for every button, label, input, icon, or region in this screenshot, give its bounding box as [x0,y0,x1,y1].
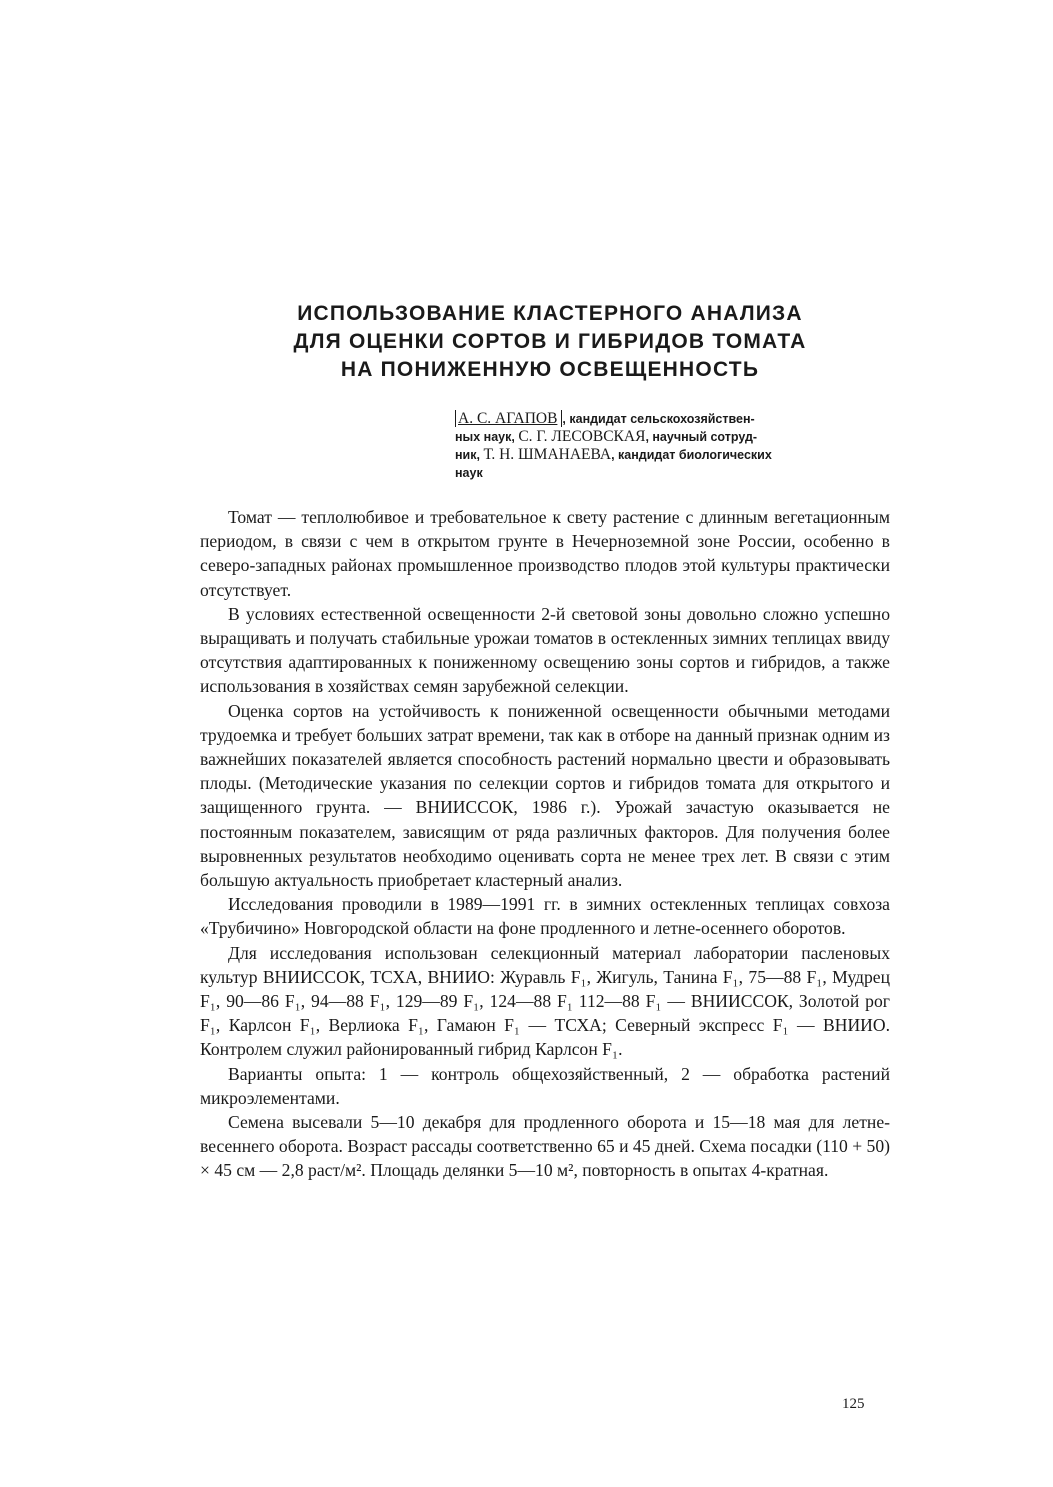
title-line: НА ПОНИЖЕННУЮ ОСВЕЩЕННОСТЬ [340,358,760,381]
article-title [200,300,900,384]
author-name: А. С. АГАПОВ [455,410,562,427]
author-affiliation: , кандидат сельскохозяйствен- [562,412,755,426]
article-body [200,505,890,1183]
paragraph: Исследования проводили в 1989—1991 гг. в зимних остекленных теплицах совхоза «Трубичино» Новгородской области на фоне продленного и летне-осеннего оборотов. [200,894,890,939]
author-line [455,428,885,446]
paragraph: Для исследования использован селекционный материал лаборатории пасленовых культур ВНИИССОК, ТСХА, ВНИИО: Журавль F₁, Жигуль, Танина F₁, 75—88 F₁, Мудрец F₁, 90—86 F₁, 94—88 F₁, 129—89 F₁, 124—88 F₁ 112—88 F₁ — ВНИИССОК, Золотой рог F₁, Карлсон F₁, Верлиока F₁, Гамаюн F₁ — ТСХА; Северный экспресс F₁ — ВНИИО. Контролем служил районированный гибрид Карлсон F₁. [200,942,890,1060]
author-affiliation: , научный сотруд- [645,430,758,444]
paragraph: Семена высевали 5—10 декабря для продленного оборота и 15—18 мая для летне-весеннего оборота. Возраст рассады соответственно 65 и 45 дней. Схема посадки (110 + 50) × 45 см — 2,8 раст/м². Площадь делянки 5—10 м², повторность в опытах 4-кратная. [200,1112,890,1181]
author-affiliation: наук [455,466,483,480]
paragraph: В условиях естественной освещенности 2-й световой зоны довольно сложно успешно выращивать и получать стабильные урожаи томатов в остекленных зимних теплицах ввиду отсутствия адаптированных к пониженному освещению зоны сортов и гибридов, а также использования в хозяйствах семян зарубежной селекции. [200,603,890,697]
title-line: ДЛЯ ОЦЕНКИ СОРТОВ И ГИБРИДОВ ТОМАТА [293,330,807,353]
author-line [455,446,885,464]
title-line: ИСПОЛЬЗОВАНИЕ КЛАСТЕРНОГО АНАЛИЗА [297,302,803,325]
paragraph: Оценка сортов на устойчивость к пониженной освещенности обычными методами трудоемка и требует больших затрат времени, так как в отборе на данный признак одним из важнейших показателей является способность растений нормально цвести и образовывать плоды. (Методические указания по селекции сортов и гибридов томата для открытого и защищенного грунта. — ВНИИССОК, 1986 г.). Урожай зачастую оказывается не постоянным показателем, зависящим от ряда различных факторов. Для получения более выровненных результатов необходимо оценивать сорта не менее трех лет. В связи с этим большую актуальность приобретает кластерный анализ. [200,700,890,891]
author-name: С. Г. ЛЕСОВСКАЯ [518,428,646,445]
page-number: 125 [842,1396,865,1412]
author-affiliation: ных наук, [455,430,519,444]
paragraph: Варианты опыта: 1 — контроль общехозяйственный, 2 — обработка растений микроэлементами. [200,1063,890,1108]
author-affiliation: ник, [455,448,484,462]
paragraph: Томат — теплолюбивое и требовательное к свету растение с длинным вегетационным периодом, в связи с чем в открытом грунте в Нечерноземной зоне России, особенно в северо-западных районах промышленное производство плодов этой культуры практически отсутствует. [200,507,890,600]
author-line [455,410,885,428]
author-name: Т. Н. ШМАНАЕВА [483,446,612,463]
author-affiliation: , кандидат биологических [611,448,772,462]
author-block [455,410,885,482]
